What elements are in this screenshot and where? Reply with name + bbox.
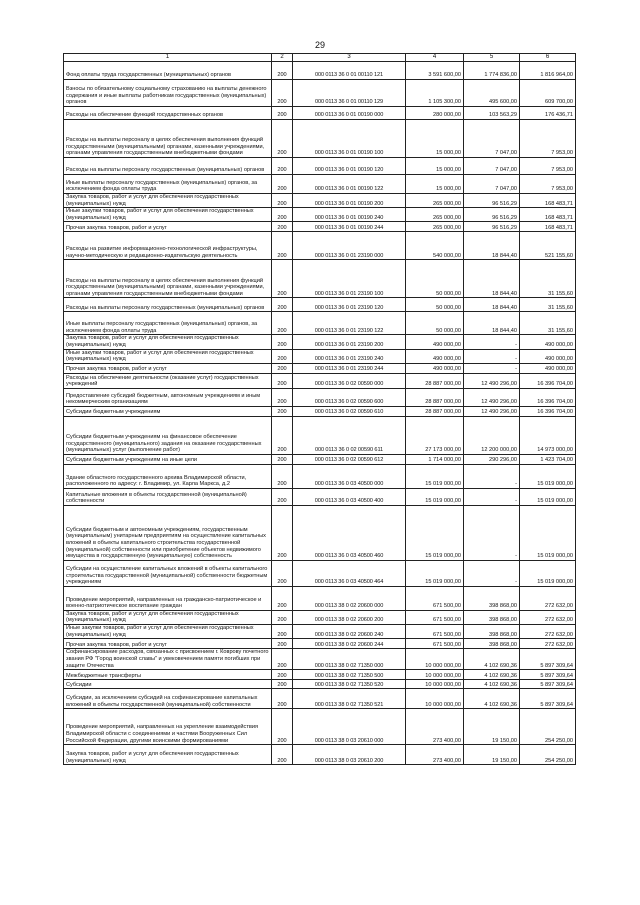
page-number: 29 — [314, 40, 325, 50]
row-assigned-amount-cell: 671 500,00 — [406, 624, 464, 638]
table-row — [64, 670, 576, 680]
row-line-code-cell: 200 — [272, 488, 293, 505]
header-cell: 1 — [64, 54, 272, 62]
row-classification-code-cell: 000 0113 36 0 01 00190 200 — [293, 194, 406, 208]
row-classification-code-cell: 000 0113 38 0 02 71350 000 — [293, 649, 406, 670]
row-assigned-amount-cell: 273 400,00 — [406, 709, 464, 745]
table-row — [64, 505, 576, 560]
row-assigned-amount-cell: 15 000,00 — [406, 175, 464, 194]
row-executed-amount-cell: 7 047,00 — [464, 120, 520, 158]
row-assigned-amount-cell: 265 000,00 — [406, 208, 464, 222]
row-executed-amount-cell: 12 200 000,00 — [464, 416, 520, 454]
row-remaining-amount-cell: 490 000,00 — [520, 335, 576, 349]
row-executed-amount-cell: 7 047,00 — [464, 158, 520, 175]
table-row — [64, 260, 576, 298]
row-executed-amount-cell: 96 516,29 — [464, 208, 520, 222]
row-remaining-amount-cell: 1 423 704,00 — [520, 454, 576, 464]
header-cell: 3 — [293, 54, 406, 62]
row-assigned-amount-cell: 1 105 300,00 — [406, 80, 464, 107]
row-remaining-amount-cell: 31 155,60 — [520, 260, 576, 298]
table-row — [64, 464, 576, 488]
table-row — [64, 649, 576, 670]
row-executed-amount-cell: 7 047,00 — [464, 175, 520, 194]
row-remaining-amount-cell: 272 632,00 — [520, 639, 576, 649]
row-remaining-amount-cell: 254 250,00 — [520, 745, 576, 765]
table-row — [64, 639, 576, 649]
row-classification-code-cell: 000 0113 36 0 01 23190 122 — [293, 312, 406, 335]
row-assigned-amount-cell: 50 000,00 — [406, 298, 464, 312]
row-executed-amount-cell: 18 844,40 — [464, 232, 520, 260]
table-row — [64, 62, 576, 80]
row-executed-amount-cell: - — [464, 363, 520, 373]
row-assigned-amount-cell: 50 000,00 — [406, 260, 464, 298]
table-row — [64, 194, 576, 208]
row-classification-code-cell: 000 0113 36 0 02 00590 612 — [293, 454, 406, 464]
row-remaining-amount-cell: 490 000,00 — [520, 349, 576, 363]
row-assigned-amount-cell: 490 000,00 — [406, 363, 464, 373]
row-assigned-amount-cell: 490 000,00 — [406, 335, 464, 349]
row-classification-code-cell: 000 0113 36 0 01 00190 244 — [293, 222, 406, 232]
row-line-code-cell: 200 — [272, 560, 293, 586]
row-executed-amount-cell: - — [464, 349, 520, 363]
row-line-code-cell: 200 — [272, 406, 293, 416]
row-line-code-cell: 200 — [272, 649, 293, 670]
table-row — [64, 680, 576, 689]
row-classification-code-cell: 000 0113 36 0 03 40500 400 — [293, 488, 406, 505]
row-name-cell: Закупка товаров, работ и услуг для обеспечения государственных (муниципальных) нужд — [64, 194, 272, 208]
row-line-code-cell: 200 — [272, 388, 293, 406]
row-assigned-amount-cell: 10 000 000,00 — [406, 649, 464, 670]
column-number-header — [64, 54, 576, 62]
row-assigned-amount-cell: 540 000,00 — [406, 232, 464, 260]
row-executed-amount-cell: 4 102 690,36 — [464, 689, 520, 709]
table-row — [64, 388, 576, 406]
row-name-cell: Расходы на выплаты персоналу государственных (муниципальных) органов — [64, 158, 272, 175]
row-classification-code-cell: 000 0113 36 0 03 40500 000 — [293, 464, 406, 488]
row-executed-amount-cell: 18 844,40 — [464, 312, 520, 335]
table-row — [64, 454, 576, 464]
row-name-cell: Расходы на выплаты персоналу в целях обеспечения выполнения функций государственными (муниципальными) органами, казенными учреждениями, органами управления государственными внебюджетными фондами — [64, 120, 272, 158]
table-row — [64, 416, 576, 454]
row-name-cell: Иные выплаты персоналу государственных (муниципальных) органов, за исключением фонда оплаты труда — [64, 312, 272, 335]
row-remaining-amount-cell: 15 019 000,00 — [520, 505, 576, 560]
row-name-cell: Предоставление субсидий бюджетным, автономным учреждениям и иным некоммерческим организациям — [64, 388, 272, 406]
row-name-cell: Прочая закупка товаров, работ и услуг — [64, 363, 272, 373]
row-line-code-cell: 200 — [272, 260, 293, 298]
row-line-code-cell: 200 — [272, 62, 293, 80]
table-row — [64, 298, 576, 312]
row-remaining-amount-cell: 7 953,00 — [520, 175, 576, 194]
row-remaining-amount-cell: 16 396 704,00 — [520, 388, 576, 406]
table-row — [64, 107, 576, 120]
table-row — [64, 745, 576, 765]
row-assigned-amount-cell: 10 000 000,00 — [406, 670, 464, 680]
row-classification-code-cell: 000 0113 36 0 01 23190 100 — [293, 260, 406, 298]
row-assigned-amount-cell: 15 019 000,00 — [406, 560, 464, 586]
row-assigned-amount-cell: 28 887 000,00 — [406, 406, 464, 416]
row-executed-amount-cell: - — [464, 335, 520, 349]
row-remaining-amount-cell: 272 632,00 — [520, 586, 576, 610]
row-classification-code-cell: 000 0113 36 0 02 00590 610 — [293, 406, 406, 416]
table-row — [64, 488, 576, 505]
row-assigned-amount-cell: 1 714 000,00 — [406, 454, 464, 464]
row-line-code-cell: 200 — [272, 586, 293, 610]
row-line-code-cell: 200 — [272, 232, 293, 260]
table-row — [64, 232, 576, 260]
row-line-code-cell: 200 — [272, 80, 293, 107]
row-classification-code-cell: 000 0113 38 0 03 20610 000 — [293, 709, 406, 745]
row-name-cell: Субсидии бюджетным и автономным учреждениям, государственным (муниципальным) унитарным предприятиям на осуществление капитальных вложений в объекты капитального строительства государственной (муниципальной) собственности или приобретение объектов недвижимого имущества в государственную (муниципальную) собственность — [64, 505, 272, 560]
row-remaining-amount-cell: 1 816 964,00 — [520, 62, 576, 80]
row-name-cell: Софинансирование расходов, связанных с присвоением г. Коврову почетного звания РФ "Город воинской славы" и увековечением памяти погибших при защите Отечества — [64, 649, 272, 670]
row-line-code-cell: 200 — [272, 298, 293, 312]
row-line-code-cell: 200 — [272, 610, 293, 624]
row-line-code-cell: 200 — [272, 208, 293, 222]
row-assigned-amount-cell: 27 173 000,00 — [406, 416, 464, 454]
row-remaining-amount-cell: 521 155,60 — [520, 232, 576, 260]
row-assigned-amount-cell: 15 019 000,00 — [406, 488, 464, 505]
row-remaining-amount-cell: 5 897 309,64 — [520, 670, 576, 680]
row-executed-amount-cell: 96 516,29 — [464, 222, 520, 232]
row-name-cell: Прочая закупка товаров, работ и услуг — [64, 222, 272, 232]
row-name-cell: Проведение мероприятий, направленных на гражданско-патриотическое и военно-патриотическое воспитание граждан — [64, 586, 272, 610]
row-name-cell: Иные выплаты персоналу государственных (муниципальных) органов, за исключением фонда оплаты труда — [64, 175, 272, 194]
row-classification-code-cell: 000 0113 36 0 01 00190 120 — [293, 158, 406, 175]
row-name-cell: Здание областного государственного архива Владимирской области, расположенного по адресу: г. Владимир, ул. Карла Маркса, д.2 — [64, 464, 272, 488]
row-line-code-cell: 200 — [272, 158, 293, 175]
row-assigned-amount-cell: 273 400,00 — [406, 745, 464, 765]
row-name-cell: Расходы на выплаты персоналу в целях обеспечения выполнения функций государственными (муниципальными) органами, казенными учреждениями, органами управления государственными внебюджетными фондами — [64, 260, 272, 298]
row-name-cell: Субсидии, за исключением субсидий на софинансирование капитальных вложений в объекты государственной (муниципальной) собственности — [64, 689, 272, 709]
row-executed-amount-cell: 398 868,00 — [464, 624, 520, 638]
row-name-cell: Субсидии на осуществление капитальных вложений в объекты капитального строительства государственной (муниципальной) собственности бюджетным учреждениям — [64, 560, 272, 586]
row-executed-amount-cell: 290 296,00 — [464, 454, 520, 464]
row-remaining-amount-cell: 14 973 000,00 — [520, 416, 576, 454]
row-remaining-amount-cell: 490 000,00 — [520, 363, 576, 373]
row-assigned-amount-cell: 671 500,00 — [406, 639, 464, 649]
table-row — [64, 624, 576, 638]
row-line-code-cell: 200 — [272, 464, 293, 488]
table-row — [64, 222, 576, 232]
row-remaining-amount-cell: 7 953,00 — [520, 120, 576, 158]
row-assigned-amount-cell: 3 591 600,00 — [406, 62, 464, 80]
row-name-cell: Иные закупки товаров, работ и услуг для обеспечения государственных (муниципальных) нужд — [64, 208, 272, 222]
row-executed-amount-cell: 19 150,00 — [464, 709, 520, 745]
row-classification-code-cell: 000 0113 36 0 03 40500 464 — [293, 560, 406, 586]
row-classification-code-cell: 000 0113 38 0 02 71350 520 — [293, 680, 406, 689]
row-classification-code-cell: 000 0113 36 0 02 00590 611 — [293, 416, 406, 454]
row-assigned-amount-cell: 15 019 000,00 — [406, 505, 464, 560]
row-executed-amount-cell: 398 868,00 — [464, 610, 520, 624]
row-remaining-amount-cell: 272 632,00 — [520, 610, 576, 624]
row-executed-amount-cell: - — [464, 560, 520, 586]
row-line-code-cell: 200 — [272, 222, 293, 232]
row-assigned-amount-cell: 15 000,00 — [406, 158, 464, 175]
row-name-cell: Фонд оплаты труда государственных (муниципальных) органов — [64, 62, 272, 80]
row-line-code-cell: 200 — [272, 194, 293, 208]
row-executed-amount-cell: 12 490 296,00 — [464, 388, 520, 406]
header-cell: 2 — [272, 54, 293, 62]
row-name-cell: Субсидии бюджетным учреждениям на финансовое обеспечение государственного (муниципального) задания на оказание государственных (муниципальных) услуг (выполнение работ) — [64, 416, 272, 454]
row-executed-amount-cell: 398 868,00 — [464, 586, 520, 610]
row-assigned-amount-cell: 280 000,00 — [406, 107, 464, 120]
row-executed-amount-cell: 12 490 296,00 — [464, 406, 520, 416]
row-classification-code-cell: 000 0113 36 0 01 23190 000 — [293, 232, 406, 260]
row-assigned-amount-cell: 490 000,00 — [406, 349, 464, 363]
row-classification-code-cell: 000 0113 36 0 01 23190 240 — [293, 349, 406, 363]
row-classification-code-cell: 000 0113 36 0 02 00590 600 — [293, 388, 406, 406]
row-classification-code-cell: 000 0113 38 0 02 20600 244 — [293, 639, 406, 649]
row-executed-amount-cell: - — [464, 505, 520, 560]
row-name-cell: Расходы на обеспечение деятельности (оказание услуг) государственных учреждений — [64, 373, 272, 388]
table-row — [64, 709, 576, 745]
row-name-cell: Закупка товаров, работ и услуг для обеспечения государственных (муниципальных) нужд — [64, 745, 272, 765]
row-classification-code-cell: 000 0113 38 0 02 20600 240 — [293, 624, 406, 638]
row-assigned-amount-cell: 10 000 000,00 — [406, 689, 464, 709]
row-name-cell: Закупка товаров, работ и услуг для обеспечения государственных (муниципальных) нужд — [64, 335, 272, 349]
row-executed-amount-cell: 495 600,00 — [464, 80, 520, 107]
row-assigned-amount-cell: 15 000,00 — [406, 120, 464, 158]
row-name-cell: Капитальные вложения в объекты государственной (муниципальной) собственности — [64, 488, 272, 505]
row-line-code-cell: 200 — [272, 709, 293, 745]
row-assigned-amount-cell: 671 500,00 — [406, 610, 464, 624]
row-line-code-cell: 200 — [272, 107, 293, 120]
row-assigned-amount-cell: 28 887 000,00 — [406, 388, 464, 406]
row-classification-code-cell: 000 0113 36 0 01 23190 244 — [293, 363, 406, 373]
row-line-code-cell: 200 — [272, 349, 293, 363]
row-assigned-amount-cell: 265 000,00 — [406, 194, 464, 208]
row-name-cell: Субсидии бюджетным учреждениям на иные цели — [64, 454, 272, 464]
row-classification-code-cell: 000 0113 36 0 01 00110 129 — [293, 80, 406, 107]
row-classification-code-cell: 000 0113 36 0 01 00190 240 — [293, 208, 406, 222]
table-row — [64, 349, 576, 363]
row-remaining-amount-cell: 31 155,60 — [520, 312, 576, 335]
row-assigned-amount-cell: 50 000,00 — [406, 312, 464, 335]
row-assigned-amount-cell: 15 019 000,00 — [406, 464, 464, 488]
row-executed-amount-cell: 96 516,29 — [464, 194, 520, 208]
row-name-cell: Иные закупки товаров, работ и услуг для обеспечения государственных (муниципальных) нужд — [64, 349, 272, 363]
budget-execution-table — [63, 53, 576, 765]
row-line-code-cell: 200 — [272, 454, 293, 464]
row-name-cell: Взносы по обязательному социальному страхованию на выплаты денежного содержания и иные выплаты работникам государственных (муниципальных) органов — [64, 80, 272, 107]
row-assigned-amount-cell: 10 000 000,00 — [406, 680, 464, 689]
header-cell: 6 — [520, 54, 576, 62]
row-name-cell: Субсидии бюджетным учреждениям — [64, 406, 272, 416]
row-remaining-amount-cell: 7 953,00 — [520, 158, 576, 175]
table-row — [64, 80, 576, 107]
row-remaining-amount-cell: 15 019 000,00 — [520, 464, 576, 488]
row-classification-code-cell: 000 0113 36 0 02 00590 000 — [293, 373, 406, 388]
row-line-code-cell: 200 — [272, 335, 293, 349]
row-name-cell: Межбюджетные трансферты — [64, 670, 272, 680]
row-remaining-amount-cell: 609 700,00 — [520, 80, 576, 107]
table-row — [64, 363, 576, 373]
table-row — [64, 560, 576, 586]
row-remaining-amount-cell: 5 897 309,64 — [520, 649, 576, 670]
row-name-cell: Прочая закупка товаров, работ и услуг — [64, 639, 272, 649]
row-executed-amount-cell: - — [464, 488, 520, 505]
row-line-code-cell: 200 — [272, 363, 293, 373]
row-assigned-amount-cell: 671 500,00 — [406, 586, 464, 610]
row-line-code-cell: 200 — [272, 175, 293, 194]
row-line-code-cell: 200 — [272, 680, 293, 689]
row-classification-code-cell: 000 0113 36 0 01 00190 100 — [293, 120, 406, 158]
row-executed-amount-cell: 4 102 690,36 — [464, 670, 520, 680]
row-remaining-amount-cell: 168 483,71 — [520, 194, 576, 208]
table-row — [64, 406, 576, 416]
table-row — [64, 373, 576, 388]
row-classification-code-cell: 000 0113 38 0 02 71350 521 — [293, 689, 406, 709]
row-remaining-amount-cell: 254 250,00 — [520, 709, 576, 745]
row-classification-code-cell: 000 0113 36 0 01 00190 000 — [293, 107, 406, 120]
row-remaining-amount-cell: 5 897 309,64 — [520, 680, 576, 689]
row-remaining-amount-cell: 16 396 704,00 — [520, 406, 576, 416]
table-row — [64, 689, 576, 709]
row-line-code-cell: 200 — [272, 624, 293, 638]
row-executed-amount-cell: 103 563,29 — [464, 107, 520, 120]
row-classification-code-cell: 000 0113 38 0 02 71350 500 — [293, 670, 406, 680]
row-executed-amount-cell: 18 844,40 — [464, 298, 520, 312]
table-row — [64, 208, 576, 222]
row-name-cell: Расходы на выплаты персоналу государственных (муниципальных) органов — [64, 298, 272, 312]
row-remaining-amount-cell: 168 483,71 — [520, 222, 576, 232]
row-remaining-amount-cell: 15 019 000,00 — [520, 560, 576, 586]
row-executed-amount-cell: 18 844,40 — [464, 260, 520, 298]
row-name-cell: Проведение мероприятий, направленных на укрепление взаимодействия Владимирской области с соединениями и частями Вооруженных Сил Российской Федерации, другими воинскими формированиями — [64, 709, 272, 745]
row-executed-amount-cell: 19 150,00 — [464, 745, 520, 765]
row-line-code-cell: 200 — [272, 639, 293, 649]
row-line-code-cell: 200 — [272, 120, 293, 158]
row-remaining-amount-cell: 168 483,71 — [520, 208, 576, 222]
row-executed-amount-cell: 398 868,00 — [464, 639, 520, 649]
row-remaining-amount-cell: 31 155,60 — [520, 298, 576, 312]
row-assigned-amount-cell: 28 887 000,00 — [406, 373, 464, 388]
row-classification-code-cell: 000 0113 36 0 01 23190 120 — [293, 298, 406, 312]
row-line-code-cell: 200 — [272, 689, 293, 709]
table-row — [64, 610, 576, 624]
table-row — [64, 120, 576, 158]
row-line-code-cell: 200 — [272, 670, 293, 680]
row-name-cell: Расходы на развитие информационно-технологической инфраструктуры, научно-методическую и редакционно-издательскую деятельность — [64, 232, 272, 260]
header-cell: 4 — [406, 54, 464, 62]
row-name-cell: Расходы на обеспечение функций государственных органов — [64, 107, 272, 120]
header-cell: 5 — [464, 54, 520, 62]
row-remaining-amount-cell: 5 897 309,64 — [520, 689, 576, 709]
table-row — [64, 335, 576, 349]
row-name-cell: Субсидии — [64, 680, 272, 689]
row-executed-amount-cell: 4 102 690,36 — [464, 680, 520, 689]
row-classification-code-cell: 000 0113 36 0 03 40500 460 — [293, 505, 406, 560]
row-name-cell: Закупка товаров, работ и услуг для обеспечения государственных (муниципальных) нужд — [64, 610, 272, 624]
row-executed-amount-cell: 4 102 690,36 — [464, 649, 520, 670]
row-classification-code-cell: 000 0113 38 0 02 20600 200 — [293, 610, 406, 624]
row-classification-code-cell: 000 0113 36 0 01 00190 122 — [293, 175, 406, 194]
table-row — [64, 312, 576, 335]
row-line-code-cell: 200 — [272, 505, 293, 560]
table-row — [64, 158, 576, 175]
row-executed-amount-cell: - — [464, 464, 520, 488]
row-classification-code-cell: 000 0113 36 0 01 00110 121 — [293, 62, 406, 80]
row-line-code-cell: 200 — [272, 745, 293, 765]
row-line-code-cell: 200 — [272, 312, 293, 335]
row-name-cell: Иные закупки товаров, работ и услуг для обеспечения государственных (муниципальных) нужд — [64, 624, 272, 638]
row-executed-amount-cell: 12 490 296,00 — [464, 373, 520, 388]
row-remaining-amount-cell: 272 632,00 — [520, 624, 576, 638]
row-remaining-amount-cell: 16 396 704,00 — [520, 373, 576, 388]
row-classification-code-cell: 000 0113 38 0 02 20600 000 — [293, 586, 406, 610]
table-row — [64, 175, 576, 194]
row-classification-code-cell: 000 0113 36 0 01 23190 200 — [293, 335, 406, 349]
row-assigned-amount-cell: 265 000,00 — [406, 222, 464, 232]
row-line-code-cell: 200 — [272, 373, 293, 388]
table-row — [64, 586, 576, 610]
row-remaining-amount-cell: 15 019 000,00 — [520, 488, 576, 505]
row-classification-code-cell: 000 0113 38 0 03 20610 200 — [293, 745, 406, 765]
row-executed-amount-cell: 1 774 836,00 — [464, 62, 520, 80]
row-remaining-amount-cell: 176 436,71 — [520, 107, 576, 120]
row-line-code-cell: 200 — [272, 416, 293, 454]
